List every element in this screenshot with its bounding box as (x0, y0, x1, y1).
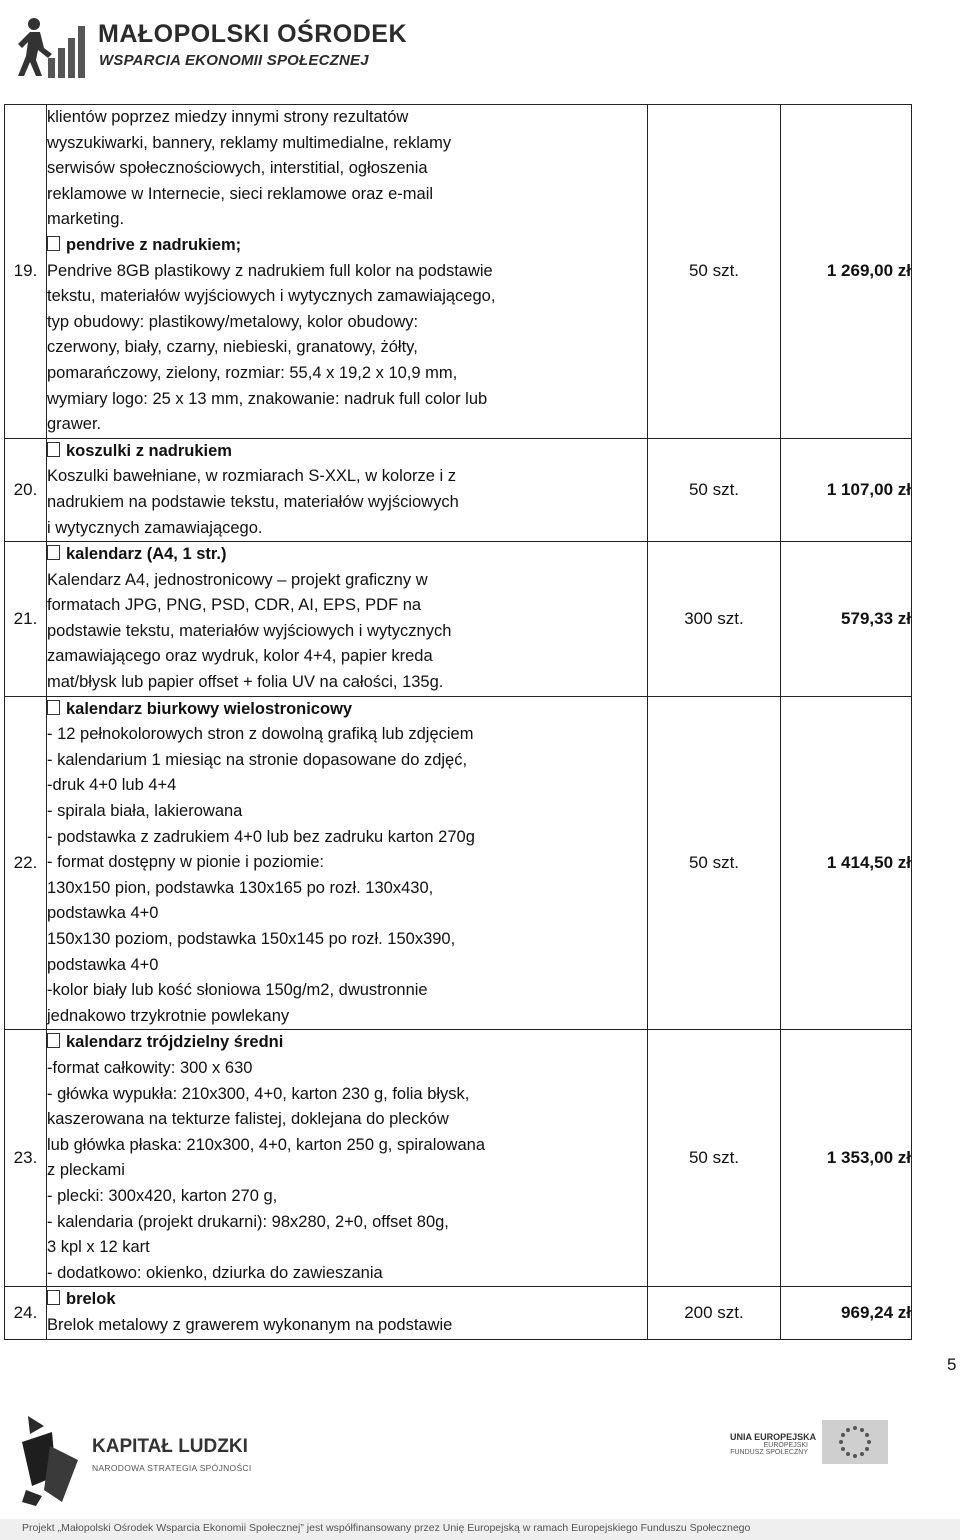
description-line (47, 182, 647, 208)
item-heading-text: koszulki z nadrukiem (66, 441, 232, 460)
item-quantity: 50 szt. (648, 696, 781, 1030)
item-price: 1 107,00 zł (781, 438, 912, 541)
description-line (47, 1184, 647, 1210)
logo-title: MAŁOPOLSKI OŚRODEK (98, 20, 408, 48)
eu-logo (690, 1414, 950, 1494)
description-text: z pleckami (47, 1161, 125, 1180)
checkbox-glyph-icon (47, 545, 60, 560)
item-quantity: 50 szt. (648, 105, 781, 439)
description-text: -druk 4+0 lub 4+4 (47, 776, 177, 795)
description-line (47, 927, 647, 953)
eu-line1: UNIA EUROPEJSKA (730, 1432, 817, 1442)
description-line (47, 1261, 647, 1287)
item-heading (47, 1030, 647, 1056)
table-row (5, 542, 912, 697)
description-line (47, 490, 647, 516)
checkbox-glyph-icon (47, 442, 60, 457)
description-text: 150x130 poziom, podstawka 150x145 po rozł. 150x390, (47, 930, 456, 948)
description-text: czerwony, biały, czarny, niebieski, granatowy, żółty, (47, 338, 418, 357)
eu-text (730, 1432, 817, 1456)
description-text: i wytycznych zamawiającego. (47, 518, 263, 537)
description-line (47, 464, 647, 490)
item-heading (47, 542, 647, 568)
description-text: Kalendarz A4, jednostronicowy – projekt graficzny w (47, 570, 428, 589)
item-heading-text: kalendarz biurkowy wielostronicowy (66, 699, 353, 718)
item-quantity: 50 szt. (648, 1030, 781, 1287)
item-heading-text: kalendarz (A4, 1 str.) (66, 545, 227, 564)
description-line (47, 568, 647, 594)
description-line (47, 1313, 647, 1339)
description-line (47, 722, 647, 748)
table-row (5, 696, 912, 1030)
description-line (47, 619, 647, 645)
description-text: - kalendaria (projekt drukarni): 98x280, 2+0, offset 80g, (47, 1212, 449, 1231)
description-text: lub główka płaska: 210x300, 4+0, karton 250 g, spiralowana (47, 1135, 485, 1154)
description-text: kaszerowana na tekturze falistej, doklejana do plecków (47, 1110, 449, 1129)
kl-subtitle: NARODOWA STRATEGIA SPÓJNOŚCI (92, 1463, 252, 1473)
row-number: 20. (5, 438, 47, 541)
eu-line3: FUNDUSZ SPOŁECZNY (730, 1449, 808, 1456)
description-text: - plecki: 300x420, karton 270 g, (47, 1186, 278, 1205)
item-heading (47, 697, 647, 723)
description-line (47, 1004, 647, 1030)
item-price: 1 269,00 zł (781, 105, 912, 439)
description-text: - format dostępny w pionie i poziomie: (47, 853, 324, 872)
item-quantity: 200 szt. (648, 1287, 781, 1339)
description-line (47, 387, 647, 413)
description-text: Brelok metalowy z grawerem wykonanym na podstawie (47, 1315, 453, 1334)
description-text: mat/błysk lub papier offset + folia UV na całości, 135g. (47, 673, 444, 692)
items-table (4, 104, 912, 1340)
description-text: 3 kpl x 12 kart (47, 1238, 150, 1257)
item-price: 1 414,50 zł (781, 696, 912, 1030)
description-text: formatach JPG, PNG, PSD, CDR, AI, EPS, PDF na (47, 596, 422, 615)
kl-title: KAPITAŁ LUDZKI (92, 1436, 248, 1457)
description-text: reklamowe w Internecie, sieci reklamowe oraz e-mail (47, 184, 434, 203)
item-quantity: 300 szt. (648, 542, 781, 697)
description-line (47, 1133, 647, 1159)
description-text: marketing. (47, 210, 125, 229)
item-heading-text: pendrive z nadrukiem; (66, 235, 242, 254)
description-line (47, 335, 647, 361)
item-price: 969,24 zł (781, 1287, 912, 1339)
description-text: nadrukiem na podstawie tekstu, materiałów wyjściowych (47, 492, 459, 511)
description-text: zamawiającego oraz wydruk, kolor 4+4, papier kreda (47, 647, 433, 666)
description-line (47, 670, 647, 696)
mowes-logo (18, 14, 408, 78)
item-description (47, 438, 648, 541)
description-text: -kolor biały lub kość słoniowa 150g/m2, dwustronnie (47, 981, 428, 1000)
description-line (47, 516, 647, 542)
description-line (47, 850, 647, 876)
row-number: 24. (5, 1287, 47, 1339)
checkbox-glyph-icon (47, 1290, 60, 1305)
description-text: podstawka 4+0 (47, 955, 159, 974)
description-text: serwisów społecznościowych, interstitial, ogłoszenia (47, 159, 428, 178)
description-text: grawer. (47, 415, 102, 434)
description-text: jednakowo trzykrotnie powlekany (47, 1006, 290, 1025)
description-line (47, 978, 647, 1004)
checkbox-glyph-icon (47, 236, 60, 251)
description-text: - spirala biała, lakierowana (47, 802, 243, 821)
description-line (47, 207, 647, 233)
description-text: Pendrive 8GB plastikowy z nadrukiem full kolor na podstawie (47, 261, 493, 280)
description-line (47, 1235, 647, 1261)
description-line (47, 799, 647, 825)
description-text: wyszukiwarki, bannery, reklamy multimedialne, reklamy (47, 133, 452, 152)
description-line (47, 412, 647, 438)
table-row (5, 105, 912, 439)
description-text: tekstu, materiałów wyjściowych i wytycznych zamawiającego, (47, 287, 496, 306)
description-line (47, 284, 647, 310)
description-text: podstawie tekstu, materiałów wyjściowych i wytycznych (47, 621, 452, 640)
description-text: Koszulki bawełniane, w rozmiarach S-XXL, w kolorze i z (47, 467, 456, 486)
description-line (47, 1107, 647, 1133)
item-price: 579,33 zł (781, 542, 912, 697)
description-line (47, 310, 647, 336)
description-text: 130x150 pion, podstawka 130x165 po rozł. 130x430, (47, 878, 434, 897)
description-line (47, 105, 647, 131)
description-line (47, 876, 647, 902)
description-text: pomarańczowy, zielony, rozmiar: 55,4 x 19,2 x 10,9 mm, (47, 363, 458, 382)
description-line (47, 825, 647, 851)
item-description (47, 696, 648, 1030)
item-heading (47, 1287, 647, 1313)
description-text: - 12 pełnokolorowych stron z dowolną grafiką lub zdjęciem (47, 725, 474, 744)
item-description (47, 542, 648, 697)
description-line (47, 156, 647, 182)
description-line (47, 748, 647, 774)
star-logo-icon (22, 1416, 82, 1506)
item-description (47, 1030, 648, 1287)
footer-note: Projekt „Małopolski Ośrodek Wsparcia Ekonomii Społecznej” jest współfinansowany przez Unię Europejską w ramach Europejskiego Funduszu Społecznego (22, 1522, 751, 1534)
logo-subtitle: WSPARCIA EKONOMII SPOŁECZNEJ (99, 52, 369, 69)
item-description (47, 1287, 648, 1339)
description-line (47, 953, 647, 979)
item-heading (47, 439, 647, 465)
eu-flag-icon (822, 1420, 888, 1464)
item-heading-text: brelok (66, 1290, 116, 1309)
description-line (47, 1082, 647, 1108)
description-line (47, 1210, 647, 1236)
page-number: 5 (947, 1355, 957, 1374)
description-line (47, 593, 647, 619)
description-text: -format całkowity: 300 x 630 (47, 1058, 253, 1077)
table-row (5, 1030, 912, 1287)
row-number: 21. (5, 542, 47, 697)
description-text: podstawka 4+0 (47, 904, 159, 923)
description-text: - podstawka z zadrukiem 4+0 lub bez zadruku karton 270g (47, 827, 475, 846)
description-line (47, 1056, 647, 1082)
item-heading (47, 233, 647, 259)
description-line (47, 1158, 647, 1184)
checkbox-glyph-icon (47, 1033, 60, 1048)
description-line (47, 361, 647, 387)
description-line (47, 901, 647, 927)
description-text: - kalendarium 1 miesiąc na stronie dopasowane do zdjęć, (47, 750, 468, 769)
eu-line2: EUROPEJSKI (763, 1442, 808, 1449)
description-text: wymiary logo: 25 x 13 mm, znakowanie: nadruk full color lub (47, 389, 488, 408)
description-line (47, 773, 647, 799)
kapital-ludzki-logo (22, 1416, 322, 1506)
logo-figure-icon (18, 14, 92, 78)
description-text: - główka wypukła: 210x300, 4+0, karton 230 g, folia błysk, (47, 1084, 470, 1103)
description-text: - dodatkowo: okienko, dziurka do zawieszania (47, 1263, 383, 1282)
description-line (47, 131, 647, 157)
item-heading-text: kalendarz trójdzielny średni (66, 1033, 284, 1052)
item-price: 1 353,00 zł (781, 1030, 912, 1287)
item-quantity: 50 szt. (648, 438, 781, 541)
table-row (5, 1287, 912, 1339)
table-row (5, 438, 912, 541)
description-line (47, 259, 647, 285)
row-number: 23. (5, 1030, 47, 1287)
checkbox-glyph-icon (47, 700, 60, 715)
row-number: 22. (5, 696, 47, 1030)
item-description (47, 105, 648, 439)
description-text: typ obudowy: plastikowy/metalowy, kolor obudowy: (47, 312, 419, 331)
description-line (47, 644, 647, 670)
description-text: klientów poprzez miedzy innymi strony rezultatów (47, 108, 409, 126)
row-number: 19. (5, 105, 47, 439)
